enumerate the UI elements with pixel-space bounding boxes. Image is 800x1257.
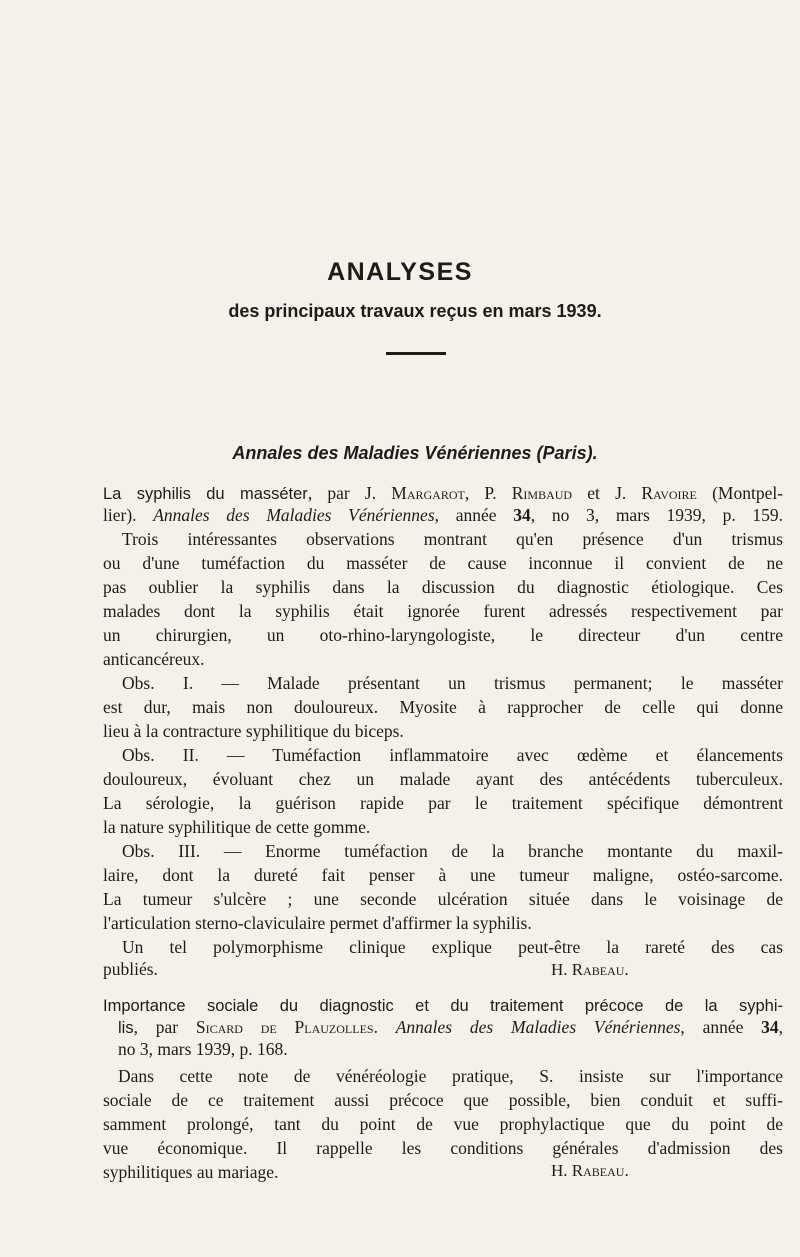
by-word: par xyxy=(327,483,350,503)
article-2-heading-line-1 xyxy=(103,994,783,1017)
by-word: par xyxy=(155,1017,179,1037)
article-2-heading-line-2: lis, par Sicard de Plauzolles. Annales des Maladies Vénériennes, année 34, xyxy=(118,1017,784,1037)
author-place-close: lier). xyxy=(103,505,137,525)
issue-info: no 3, mars 1939, p. 159. xyxy=(551,505,784,525)
year-label: année xyxy=(702,1017,744,1037)
body-line: Un tel polymorphisme clinique explique peut-être la rareté des cas xyxy=(122,937,783,957)
author-margarot: J. Margarot xyxy=(364,483,465,503)
author-ravoire: J. Ravoire xyxy=(615,483,697,503)
body-line: Dans cette note de vénéréologie pratique, S. insiste sur l'importance xyxy=(118,1066,783,1086)
page-title: ANALYSES xyxy=(327,258,473,286)
article-2-title: Importance sociale du diagnostic et du traitement précoce de la syphi- xyxy=(103,997,783,1015)
body-line: Obs. III. — Enorme tuméfaction de la branche montante du maxil- xyxy=(122,841,783,861)
article-2-title-end: lis xyxy=(118,1019,134,1037)
body-line: sociale de ce traitement aussi précoce que possible, bien conduit et suffi- xyxy=(103,1090,783,1110)
body-line: un chirurgien, un oto-rhino-laryngologiste, le directeur d'un centre xyxy=(103,625,783,645)
article-1-title: La syphilis du masséter xyxy=(103,485,308,503)
body-line: douloureux, évoluant chez un malade ayant des antécédents tuberculeux. xyxy=(103,769,783,789)
body-line: anticancéreux. xyxy=(103,649,205,669)
signature-text: H. Rabeau. xyxy=(551,1161,629,1180)
body-line: la nature syphilitique de cette gomme. xyxy=(103,817,371,837)
issue-info: no 3, mars 1939, p. 168. xyxy=(118,1039,288,1059)
body-line: Obs. II. — Tuméfaction inflammatoire avec œdème et élancements xyxy=(122,745,783,765)
author-place-open: (Montpel- xyxy=(712,483,784,503)
author-rimbaud: P. Rimbaud xyxy=(484,483,573,503)
body-line: La sérologie, la guérison rapide par le traitement spécifique démontrent xyxy=(103,793,783,813)
body-line: lieu à la contracture syphilitique du biceps. xyxy=(103,721,404,741)
volume-number: 34 xyxy=(761,1017,779,1037)
body-line: laire, dont la dureté fait penser à une tumeur maligne, ostéo-sarcome. xyxy=(103,865,783,885)
body-line: est dur, mais non douloureux. Myosite à rapprocher de celle qui donne xyxy=(103,697,783,717)
author-plauzolles: Sicard de Plauzolles. xyxy=(195,1017,378,1037)
body-line: ou d'une tuméfaction du masséter de cause inconnue il convient de ne xyxy=(103,553,783,573)
signature-text: H. Rabeau. xyxy=(551,960,629,979)
year-label: année xyxy=(455,505,497,525)
article-2-signature xyxy=(551,1161,629,1181)
body-line: syphilitiques au mariage. xyxy=(103,1162,279,1182)
body-line: La tumeur s'ulcère ; une seconde ulcération située dans le voisinage de xyxy=(103,889,783,909)
body-line: Obs. I. — Malade présentant un trismus permanent; le masséter xyxy=(122,673,783,693)
article-1-heading-line-2: lier). Annales des Maladies Vénériennes, année 34, no 3, mars 1939, p. 159. xyxy=(103,505,784,525)
journal-heading: Annales des Maladies Vénériennes (Paris). xyxy=(232,443,598,463)
body-line: publiés. xyxy=(103,959,158,979)
article-1-heading-line-1: La syphilis du masséter, par J. Margarot, P. Rimbaud et J. Ravoire (Montpel- xyxy=(103,483,784,503)
article-1-signature xyxy=(551,960,629,980)
body-line: l'articulation sterno-claviculaire permet d'affirmer la syphilis. xyxy=(103,913,532,933)
body-line: vue économique. Il rappelle les conditions générales d'admission des xyxy=(103,1138,783,1158)
body-line: malades dont la syphilis était ignorée furent adressés respectivement par xyxy=(103,601,783,621)
title-divider xyxy=(386,352,446,355)
body-line: samment prolongé, tant du point de vue prophylactique que du point de xyxy=(103,1114,783,1134)
page-subtitle: des principaux travaux reçus en mars 1939. xyxy=(228,301,602,321)
volume-number: 34 xyxy=(513,505,531,525)
body-line: Trois intéressantes observations montrant qu'en présence d'un trismus xyxy=(122,529,783,549)
journal-name: Annales des Maladies Vénériennes xyxy=(395,1017,681,1037)
journal-name: Annales des Maladies Vénériennes xyxy=(153,505,435,525)
article-2-heading-line-3 xyxy=(118,1038,798,1060)
body-line: pas oublier la syphilis dans la discussion du diagnostic étiologique. Ces xyxy=(103,577,783,597)
